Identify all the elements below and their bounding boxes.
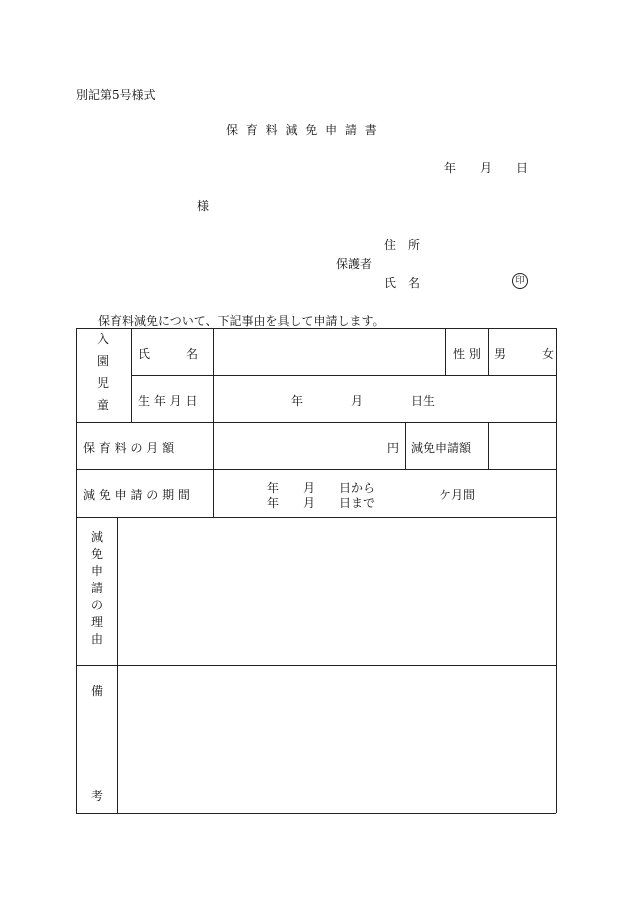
birth-date-label: 生 年 月 日 [138,394,198,408]
reduction-amount-label: 減免申請額 [411,441,472,455]
period-months[interactable]: ケ月間 [439,488,476,502]
reason-field[interactable] [119,519,554,663]
reduction-amount-field[interactable] [490,424,554,468]
date-line: 年 月 日 [444,161,529,175]
seal-mark: 印 [512,273,528,289]
birth-date-value[interactable]: 年 月 日生 [291,394,436,408]
applicant-name-label: 氏 名 [384,276,421,290]
monthly-fee-label: 保 育 料 の 月 額 [83,441,175,455]
child-name-label: 氏 名 [138,347,199,361]
period-label: 減 免 申 請 の 期 間 [83,488,190,502]
remarks-label-bottom: 考 [91,789,104,803]
intro-text: 保育料減免について、下記事由を具して申請します。 [98,314,385,328]
child-name-field[interactable] [215,330,443,374]
addressee-suffix: 様 [197,199,210,213]
address-label: 住 所 [384,238,421,252]
period-from[interactable]: 年 月 日から [267,481,376,495]
yen-unit: 円 [387,441,400,455]
form-title: 保 育 料 減 免 申 請 書 [226,123,379,137]
gender-options[interactable]: 男 女 [494,347,555,361]
remarks-field[interactable] [119,667,554,811]
remarks-label-top: 備 [91,684,104,698]
reason-header: 減 免 申 請 の 理 由 [90,530,103,646]
period-to[interactable]: 年 月 日まで [267,496,376,510]
gender-label: 性 別 [453,347,481,361]
form-number: 別記第5号様式 [76,88,156,102]
guardian-label: 保護者 [336,257,373,271]
child-header: 入 園 児 童 [96,332,109,412]
